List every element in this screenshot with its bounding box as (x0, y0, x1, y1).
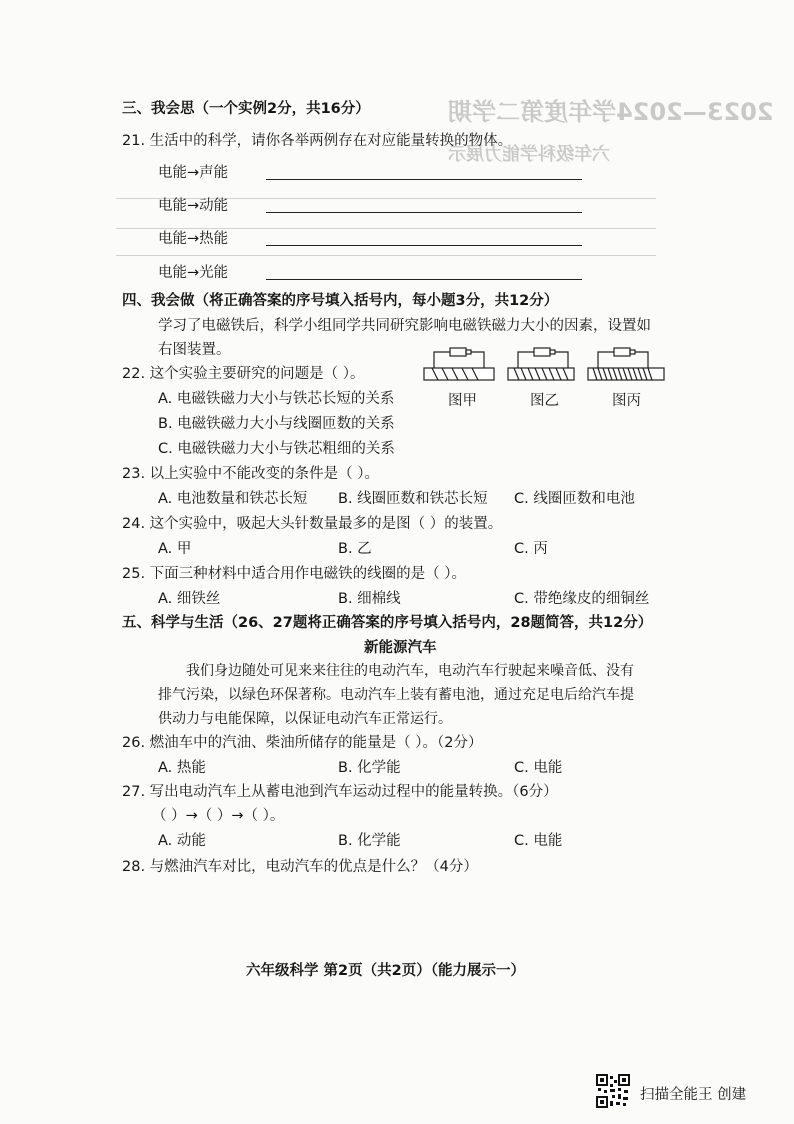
energy-item-sound: 电能→声能 (158, 165, 229, 181)
figure-jia-icon (424, 348, 494, 380)
bleed-through-rule (116, 255, 656, 256)
question-25: 25. 下面三种材料中适合用作电磁铁的线圈的是（ ）。 (122, 566, 467, 582)
question-25-option-c: C. 带绝缘皮的细铜丝 (514, 591, 650, 607)
question-22-option-c: C. 电磁铁磁力大小与铁芯粗细的关系 (158, 441, 395, 457)
question-24: 24. 这个实验中，吸起大头针数量最多的是图（ ）的装置。 (122, 516, 503, 532)
page-footer: 六年级科学 第2页（共2页）（能力展示一） (246, 963, 525, 979)
question-23-option-a: A. 电池数量和铁芯长短 (158, 491, 308, 507)
section3-title: 三、我会思（一个实例2分，共16分） (122, 101, 370, 117)
question-26-option-a: A. 热能 (158, 760, 206, 776)
question-23: 23. 以上实验中不能改变的条件是（ ）。 (122, 466, 380, 482)
qr-code-icon (596, 1074, 630, 1108)
answer-line-light (266, 279, 582, 280)
article-line-3: 供动力与电能保障，以保证电动汽车正常运行。 (158, 711, 452, 727)
question-27-option-b: B. 化学能 (338, 833, 401, 849)
question-25-option-a: A. 细铁丝 (158, 591, 221, 607)
question-27-option-a: A. 动能 (158, 833, 206, 849)
question-23-option-b: B. 线圈匝数和铁芯长短 (338, 491, 488, 507)
article-title: 新能源汽车 (364, 640, 437, 656)
figure-yi-icon (508, 348, 574, 380)
energy-item-light: 电能→光能 (158, 265, 229, 281)
section4-intro-line1: 学习了电磁铁后，科学小组同学共同研究影响电磁铁磁力大小的因素，设置如 (158, 318, 651, 334)
question-25-option-b: B. 细棉线 (338, 591, 401, 607)
section4-intro-line2: 右图装置。 (158, 342, 231, 358)
bleed-through-title: 2023—2024学年度第二学期 (448, 98, 774, 126)
bleed-through-subtitle: 六年级科学能力展示 (448, 144, 610, 165)
question-28: 28. 与燃油汽车对比，电动汽车的优点是什么？（4分） (122, 859, 478, 875)
figure-label-bing: 图丙 (612, 393, 641, 409)
answer-line-heat (266, 245, 582, 246)
article-line-1: 我们身边随处可见来来往往的电动汽车，电动汽车行驶起来噪音低、没有 (186, 663, 634, 679)
question-27-option-c: C. 电能 (514, 833, 563, 849)
figure-bing-icon (588, 348, 664, 380)
question-24-option-a: A. 甲 (158, 541, 192, 557)
article-paragraph (158, 659, 658, 731)
question-22-option-a: A. 电磁铁磁力大小与铁芯长短的关系 (158, 391, 395, 407)
question-27: 27. 写出电动汽车上从蓄电池到汽车运动过程中的能量转换。（6分） (122, 784, 558, 800)
figure-label-jia: 图甲 (448, 393, 477, 409)
question-26: 26. 燃油车中的汽油、柴油所储存的能量是（ ）。（2分） (122, 735, 483, 751)
answer-line-motion (266, 212, 582, 213)
question-26-option-b: B. 化学能 (338, 760, 401, 776)
question-26-option-c: C. 电能 (514, 760, 563, 776)
scanner-watermark-label: 扫描全能王 创建 (640, 1087, 747, 1103)
question-21: 21. 生活中的科学，请你各举两例存在对应能量转换的物体。 (122, 133, 513, 149)
electromagnet-figures (422, 346, 672, 386)
figure-label-yi: 图乙 (530, 393, 559, 409)
question-27-blanks: （ ）→（ ）→（ ）。 (152, 808, 285, 824)
energy-item-motion: 电能→动能 (158, 198, 229, 214)
energy-item-heat: 电能→热能 (158, 231, 229, 247)
article-line-2: 排气污染，以绿色环保著称。电动汽车上装有蓄电池，通过充足电后给汽车提 (158, 687, 634, 703)
question-22-option-b: B. 电磁铁磁力大小与线圈匝数的关系 (158, 416, 395, 432)
question-24-option-c: C. 丙 (514, 541, 548, 557)
section5-title: 五、科学与生活（26、27题将正确答案的序号填入括号内，28题简答，共12分） (122, 615, 653, 631)
question-24-option-b: B. 乙 (338, 541, 372, 557)
question-22: 22. 这个实验主要研究的问题是（ ）。 (122, 366, 365, 382)
section4-title: 四、我会做（将正确答案的序号填入括号内，每小题3分，共12分） (122, 293, 559, 309)
question-23-option-c: C. 线圈匝数和电池 (514, 491, 635, 507)
answer-line-sound (266, 179, 582, 180)
